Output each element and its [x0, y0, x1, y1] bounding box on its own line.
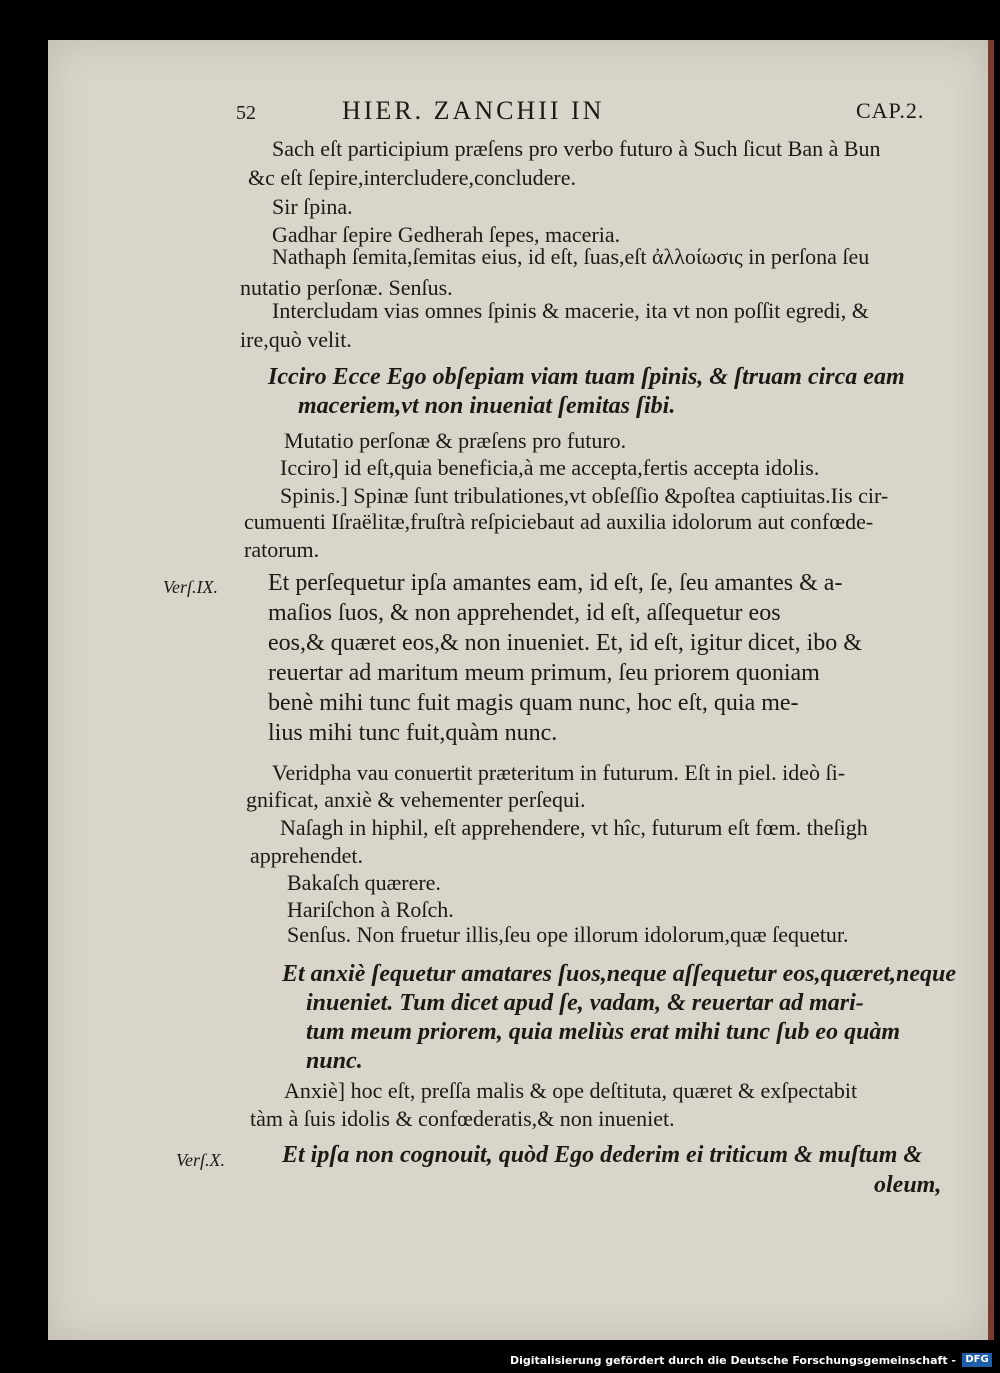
verse-line: reuertar ad maritum meum primum, ſeu priorem quoniam — [268, 660, 820, 686]
running-title: HIER. ZANCHII IN — [342, 96, 605, 125]
scripture-line: inueniet. Tum dicet apud ſe, vadam, & reuertar ad mari- — [306, 990, 864, 1016]
verse-marker: Verſ.IX. — [163, 577, 218, 597]
text-line: Mutatio perſonæ & præſens pro futuro. — [284, 428, 627, 453]
text-line: tàm à ſuis idolis & confœderatis,& non inueniet. — [250, 1106, 675, 1131]
verse-line: Et ipſa non cognouit, quòd Ego dederim ei triticum & muſtum & — [282, 1142, 923, 1168]
verse-line: benè mihi tunc fuit magis quam nunc, hoc eſt, quia me- — [268, 690, 799, 716]
text-line: Nathaph ſemita,ſemitas eius, id eſt, ſuas,eſt ἀλλοίωσις in perſona ſeu — [272, 244, 870, 269]
text-line: gnificat, anxiè & vehementer perſequi. — [246, 787, 586, 812]
text-line: Bakaſch quærere. — [287, 870, 441, 895]
scripture-line: Et anxiè ſequetur amatares ſuos,neque aſſequetur eos,quæret,neque — [282, 961, 957, 987]
text-line: Anxiè] hoc eſt, preſſa malis & ope deſtituta, quæret & exſpectabit — [284, 1078, 858, 1103]
verse-line: lius mihi tunc fuit,quàm nunc. — [268, 720, 558, 746]
scripture-line: nunc. — [306, 1048, 363, 1074]
catchword: oleum, — [874, 1172, 942, 1198]
scripture-line: maceriem,vt non inueniat ſemitas ſibi. — [298, 393, 676, 419]
page-edge — [988, 40, 994, 1340]
scripture-line: tum meum priorem, quia meliùs erat mihi tunc ſub eo quàm — [306, 1019, 901, 1045]
text-line: ire,quò velit. — [240, 327, 352, 352]
text-line: cumuenti Iſraëlitæ,fruſtrà reſpiciebaut ad auxilia idolorum aut confœde- — [244, 509, 874, 534]
text-line: Veridpha vau conuertit præteritum in futurum. Eſt in piel. ideò ſi- — [272, 760, 846, 785]
text-line: Gadhar ſepire Gedherah ſepes, maceria. — [272, 222, 621, 247]
text-line: apprehendet. — [250, 843, 363, 868]
text-line: Naſagh in hiphil, eſt apprehendere, vt hîc, futurum eſt fœm. theſigh — [280, 815, 868, 840]
text-line: nutatio perſonæ. Senſus. — [240, 275, 453, 300]
digitization-credit: Digitalisierung gefördert durch die Deutsche Forschungsgemeinschaft - — [509, 1354, 956, 1367]
text-line: Icciro] id eſt,quia beneficia,à me accepta,fertis accepta idolis. — [280, 455, 820, 480]
text-line: Sir ſpina. — [272, 194, 353, 219]
verse-marker: Verſ.X. — [176, 1150, 225, 1170]
verse-line: eos,& quæret eos,& non inueniet. Et, id eſt, igitur dicet, ibo & — [268, 630, 862, 656]
dfg-logo: DFG — [962, 1353, 992, 1367]
text-line: Hariſchon à Roſch. — [287, 897, 454, 922]
text-line: &c eſt ſepire,intercludere,concludere. — [248, 165, 576, 190]
scripture-line: Icciro Ecce Ego obſepiam viam tuam ſpinis, & ſtruam circa eam — [268, 364, 905, 390]
page-number: 52 — [236, 102, 256, 124]
text-line: Intercludam vias omnes ſpinis & macerie, ita vt non poſſit egredi, & — [272, 298, 869, 323]
chapter-label: CAP.2. — [856, 98, 925, 123]
text-line: Sach eſt participium præſens pro verbo futuro à Such ſicut Ban à Bun — [272, 136, 881, 161]
text-line: Spinis.] Spinæ ſunt tribulationes,vt obſeſſio &poſtea captiuitas.Iis cir- — [280, 483, 889, 508]
text-line: ratorum. — [244, 537, 320, 562]
verse-line: Et perſequetur ipſa amantes eam, id eſt, ſe, ſeu amantes & a- — [268, 570, 843, 596]
verse-line: maſios ſuos, & non apprehendet, id eſt, aſſequetur eos — [268, 600, 781, 626]
text-line: Senſus. Non fruetur illis,ſeu ope illorum idolorum,quæ ſequetur. — [287, 922, 849, 947]
